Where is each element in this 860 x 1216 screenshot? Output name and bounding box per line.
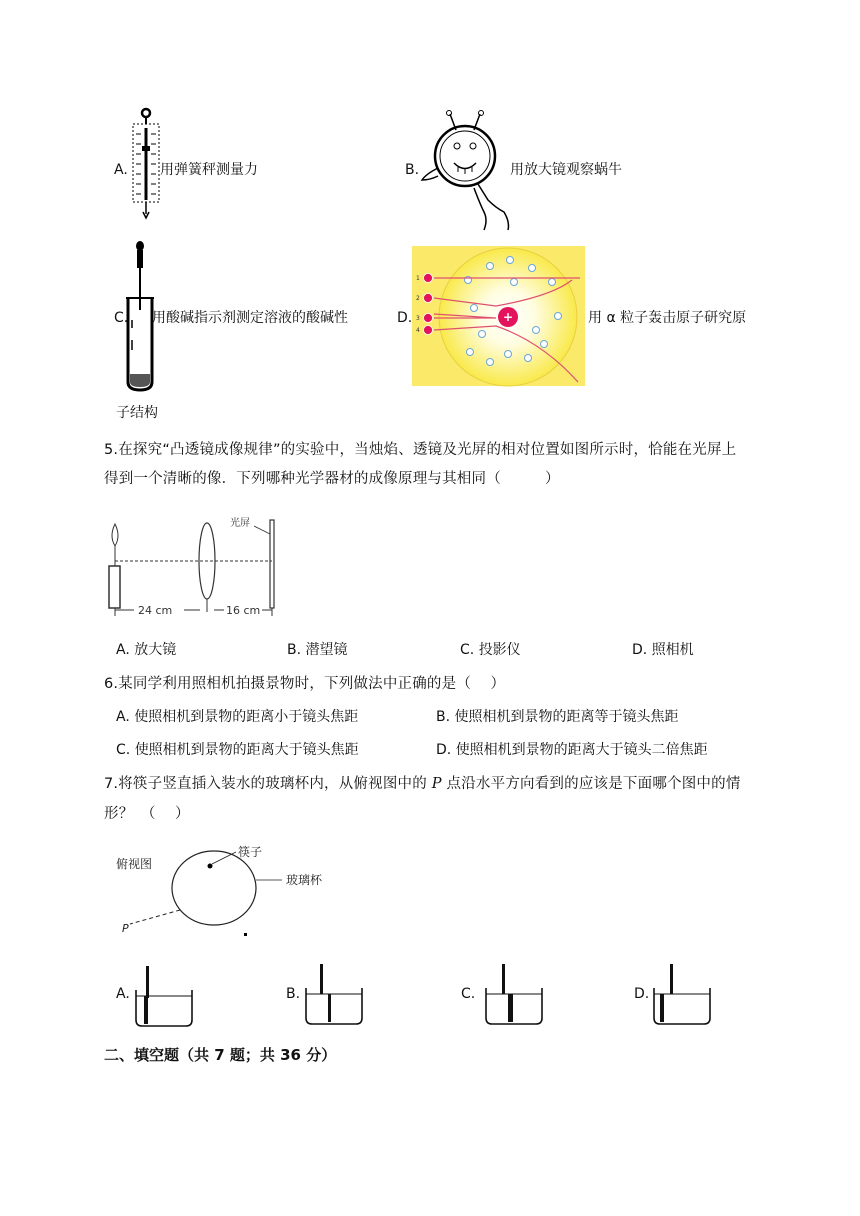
marker-4: 4 [416,327,420,334]
cup-option-b [304,962,366,1028]
q5-stem-line2: 得到一个清晰的像．下列哪种光学器材的成像原理与其相同（ ） [104,471,560,487]
q6-stem: 6.某同学利用照相机拍摄景物时，下列做法中正确的是（ ） [104,676,506,692]
q4-option-a-text: 用弹簧秤测量力 [160,162,258,178]
cup-option-c [484,962,546,1028]
section-2-heading: 二、填空题（共 7 题；共 36 分） [104,1046,337,1064]
q5-option-d: D. 照相机 [632,642,694,658]
marker-3: 3 [416,315,420,322]
q6-option-b: B. 使照相机到景物的距离等于镜头焦距 [436,709,679,725]
chopstick-label: 筷子 [238,845,263,859]
q7-stem-line2: 形？ （ ） [104,806,190,822]
cup-label: 玻璃杯 [286,873,323,887]
top-view-figure [110,840,323,940]
q5-option-a: A. 放大镜 [116,642,177,658]
alpha-scattering-figure [412,246,585,386]
distance-16: 16 cm [226,604,261,617]
cup-option-a [134,964,196,1030]
q7-option-b-label: B. [286,986,301,1002]
marker-1: 1 [416,275,420,282]
q6-option-d: D. 使照相机到景物的距离大于镜头二倍焦距 [436,742,708,758]
q7-stem-line1: 7.将筷子竖直插入装水的玻璃杯内，从俯视图中的 P 点沿水平方向看到的应该是下面哪个图中的情 [104,776,741,792]
q6-option-a: A. 使照相机到景物的距离小于镜头焦距 [116,709,359,725]
q5-stem-line1: 5.在探究“凸透镜成像规律”的实验中，当烛焰、透镜及光屏的相对位置如图所示时，恰能在光屏上 [104,442,737,458]
screen-label: 光屏 [230,518,250,529]
test-tube-dropper-figure [126,240,154,394]
point-p-label: P [122,922,129,935]
q4-option-a-label: A. [114,162,128,178]
q4-option-d-wrap: 子结构 [116,405,158,421]
q4-option-c-label: C. [114,310,129,326]
q7-option-a-label: A. [116,986,130,1002]
convex-lens-figure [102,516,282,620]
nucleus-plus: + [502,310,514,324]
q4-option-c-text: 用酸碱指示剂测定溶液的酸碱性 [152,310,348,326]
q7-option-d-label: D. [634,986,650,1002]
q6-option-c: C. 使照相机到景物的距离大于镜头焦距 [116,742,359,758]
q4-option-d-text: 用 α 粒子轰击原子研究原 [588,310,747,326]
q4-option-b-text: 用放大镜观察蜗牛 [510,162,622,178]
q5-option-b: B. 潜望镜 [287,642,348,658]
cup-option-d [652,962,714,1028]
spring-balance-figure [128,104,164,224]
q4-option-d-label: D. [397,310,413,326]
distance-24: 24 cm [138,604,173,617]
q5-option-c: C. 投影仪 [460,642,521,658]
q7-option-c-label: C. [461,986,476,1002]
magnifier-snail-figure [418,108,518,230]
marker-2: 2 [416,295,420,302]
q4-option-b-label: B. [405,162,420,178]
top-view-title: 俯视图 [116,857,153,871]
